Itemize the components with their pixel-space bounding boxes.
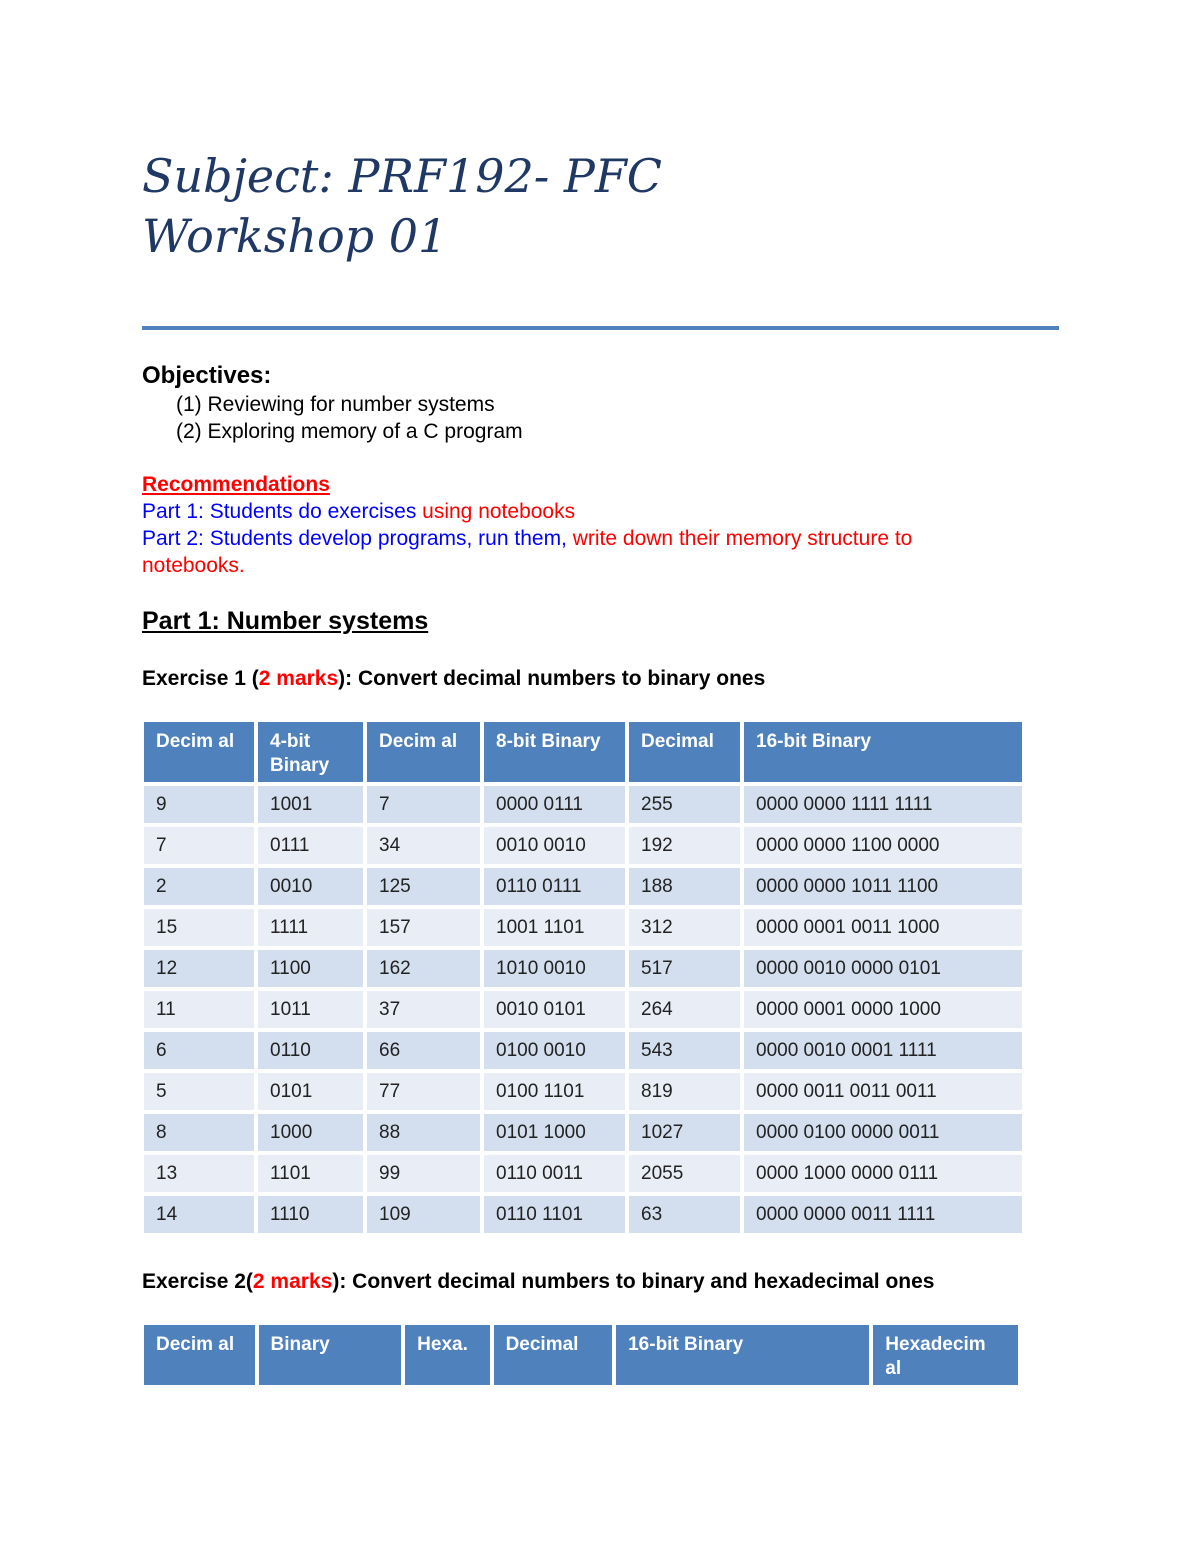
table-row [144,827,1022,864]
table-cell: 0000 0000 0011 1111 [744,1196,1022,1233]
objective-item-1: (1) Reviewing for number systems [176,393,495,416]
exercise2-suffix: ): Convert decimal numbers to binary and hexadecimal ones [332,1270,935,1293]
table-cell: 0110 1101 [484,1196,625,1233]
table-cell: 2055 [629,1155,740,1192]
table-cell: 0110 [258,1032,363,1069]
table-cell: 66 [367,1032,480,1069]
table-cell: 1027 [629,1114,740,1151]
table-row [144,1155,1022,1192]
header-cell: Decim al [144,722,254,782]
table-cell: 1001 1101 [484,909,625,946]
header-cell: Decim al [144,1325,255,1385]
table-cell: 15 [144,909,254,946]
table-cell: 0101 1000 [484,1114,625,1151]
table-cell: 13 [144,1155,254,1192]
table-cell: 7 [367,786,480,823]
exercise2-marks: 2 marks [252,1270,333,1293]
table-row [144,1114,1022,1151]
table-cell: 264 [629,991,740,1028]
table-cell: 312 [629,909,740,946]
document-title [142,146,662,266]
table-cell: 0101 [258,1073,363,1110]
part1-heading: Part 1: Number systems [142,607,429,635]
exercise1-heading [142,667,765,691]
exercise1-marks: 2 marks [258,667,339,690]
table-cell: 12 [144,950,254,987]
table-cell: 255 [629,786,740,823]
table-header-row [144,1325,1018,1385]
table-header-row [144,722,1022,782]
header-cell: Decimal [494,1325,613,1385]
table-row [144,786,1022,823]
table-cell: 0100 1101 [484,1073,625,1110]
table-cell: 11 [144,991,254,1028]
table-cell: 125 [367,868,480,905]
table-cell: 0000 0001 0000 1000 [744,991,1022,1028]
table-cell: 0100 0010 [484,1032,625,1069]
table-cell: 0000 0100 0000 0011 [744,1114,1022,1151]
table-cell: 543 [629,1032,740,1069]
table-cell: 0000 1000 0000 0111 [744,1155,1022,1192]
header-cell: 4-bit Binary [258,722,363,782]
table-cell: 63 [629,1196,740,1233]
table-cell: 1101 [258,1155,363,1192]
table-cell: 0010 0010 [484,827,625,864]
table-cell: 14 [144,1196,254,1233]
recommendation-part2-continued: notebooks. [142,554,245,577]
table-cell: 0110 0011 [484,1155,625,1192]
table-row [144,950,1022,987]
header-cell: 16-bit Binary [744,722,1022,782]
recommendations-heading: Recommendations [142,473,330,496]
table-cell: 0000 0010 0001 1111 [744,1032,1022,1069]
table-cell: 1000 [258,1114,363,1151]
table-cell: 0000 0000 1011 1100 [744,868,1022,905]
header-cell: Hexa. [405,1325,489,1385]
table-cell: 6 [144,1032,254,1069]
table-cell: 0111 [258,827,363,864]
table-cell: 8 [144,1114,254,1151]
table-cell: 1001 [258,786,363,823]
table-cell: 99 [367,1155,480,1192]
title-subject: Subject: PRF192- PFC [142,149,662,203]
exercise1-table [140,718,1026,1237]
recommendation-part2-text: Part 2: Students develop programs, run them, [142,527,573,550]
recommendation-part1-text: Part 1: Students do exercises [142,500,423,523]
table-cell: 88 [367,1114,480,1151]
table-cell: 0000 0000 1111 1111 [744,786,1022,823]
exercise2-heading [142,1270,935,1294]
table-cell: 157 [367,909,480,946]
recommendation-part2-highlight: write down their memory structure to [572,527,913,550]
objectives-heading: Objectives: [142,362,272,389]
table-cell: 5 [144,1073,254,1110]
table-cell: 819 [629,1073,740,1110]
table-cell: 192 [629,827,740,864]
exercise1-suffix: ): Convert decimal numbers to binary ones [338,667,766,690]
title-workshop: Workshop 01 [142,209,448,263]
header-cell: Binary [259,1325,402,1385]
table-cell: 0000 0010 0000 0101 [744,950,1022,987]
table-cell: 0000 0000 1100 0000 [744,827,1022,864]
exercise2-table [140,1321,1022,1389]
title-divider [142,326,1059,330]
table-cell: 0000 0111 [484,786,625,823]
table-cell: 1110 [258,1196,363,1233]
recommendation-part1 [142,500,575,524]
table-row [144,991,1022,1028]
table-cell: 1011 [258,991,363,1028]
header-cell: Decim al [367,722,480,782]
table-cell: 1010 0010 [484,950,625,987]
table-cell: 0010 [258,868,363,905]
exercise1-prefix: Exercise 1 ( [142,667,259,690]
table-cell: 0000 0011 0011 0011 [744,1073,1022,1110]
table-cell: 1111 [258,909,363,946]
table-cell: 188 [629,868,740,905]
header-cell: 8-bit Binary [484,722,625,782]
table-cell: 77 [367,1073,480,1110]
table-cell: 0000 0001 0011 1000 [744,909,1022,946]
table-cell: 109 [367,1196,480,1233]
table-cell: 9 [144,786,254,823]
table-cell: 162 [367,950,480,987]
table-row [144,1032,1022,1069]
table-cell: 1100 [258,950,363,987]
table-cell: 517 [629,950,740,987]
table-cell: 37 [367,991,480,1028]
table-row [144,1196,1022,1233]
table-row [144,909,1022,946]
table-row [144,1073,1022,1110]
table-cell: 0010 0101 [484,991,625,1028]
header-cell: Decimal [629,722,740,782]
table-cell: 2 [144,868,254,905]
header-cell: Hexadecim al [873,1325,1018,1385]
table-cell: 0110 0111 [484,868,625,905]
exercise2-prefix: Exercise 2( [142,1270,253,1293]
recommendation-part1-highlight: using notebooks [422,500,576,523]
header-cell: 16-bit Binary [616,1325,869,1385]
recommendation-part2 [142,527,912,551]
table-row [144,868,1022,905]
table-cell: 34 [367,827,480,864]
table-cell: 7 [144,827,254,864]
objective-item-2: (2) Exploring memory of a C program [176,420,523,443]
